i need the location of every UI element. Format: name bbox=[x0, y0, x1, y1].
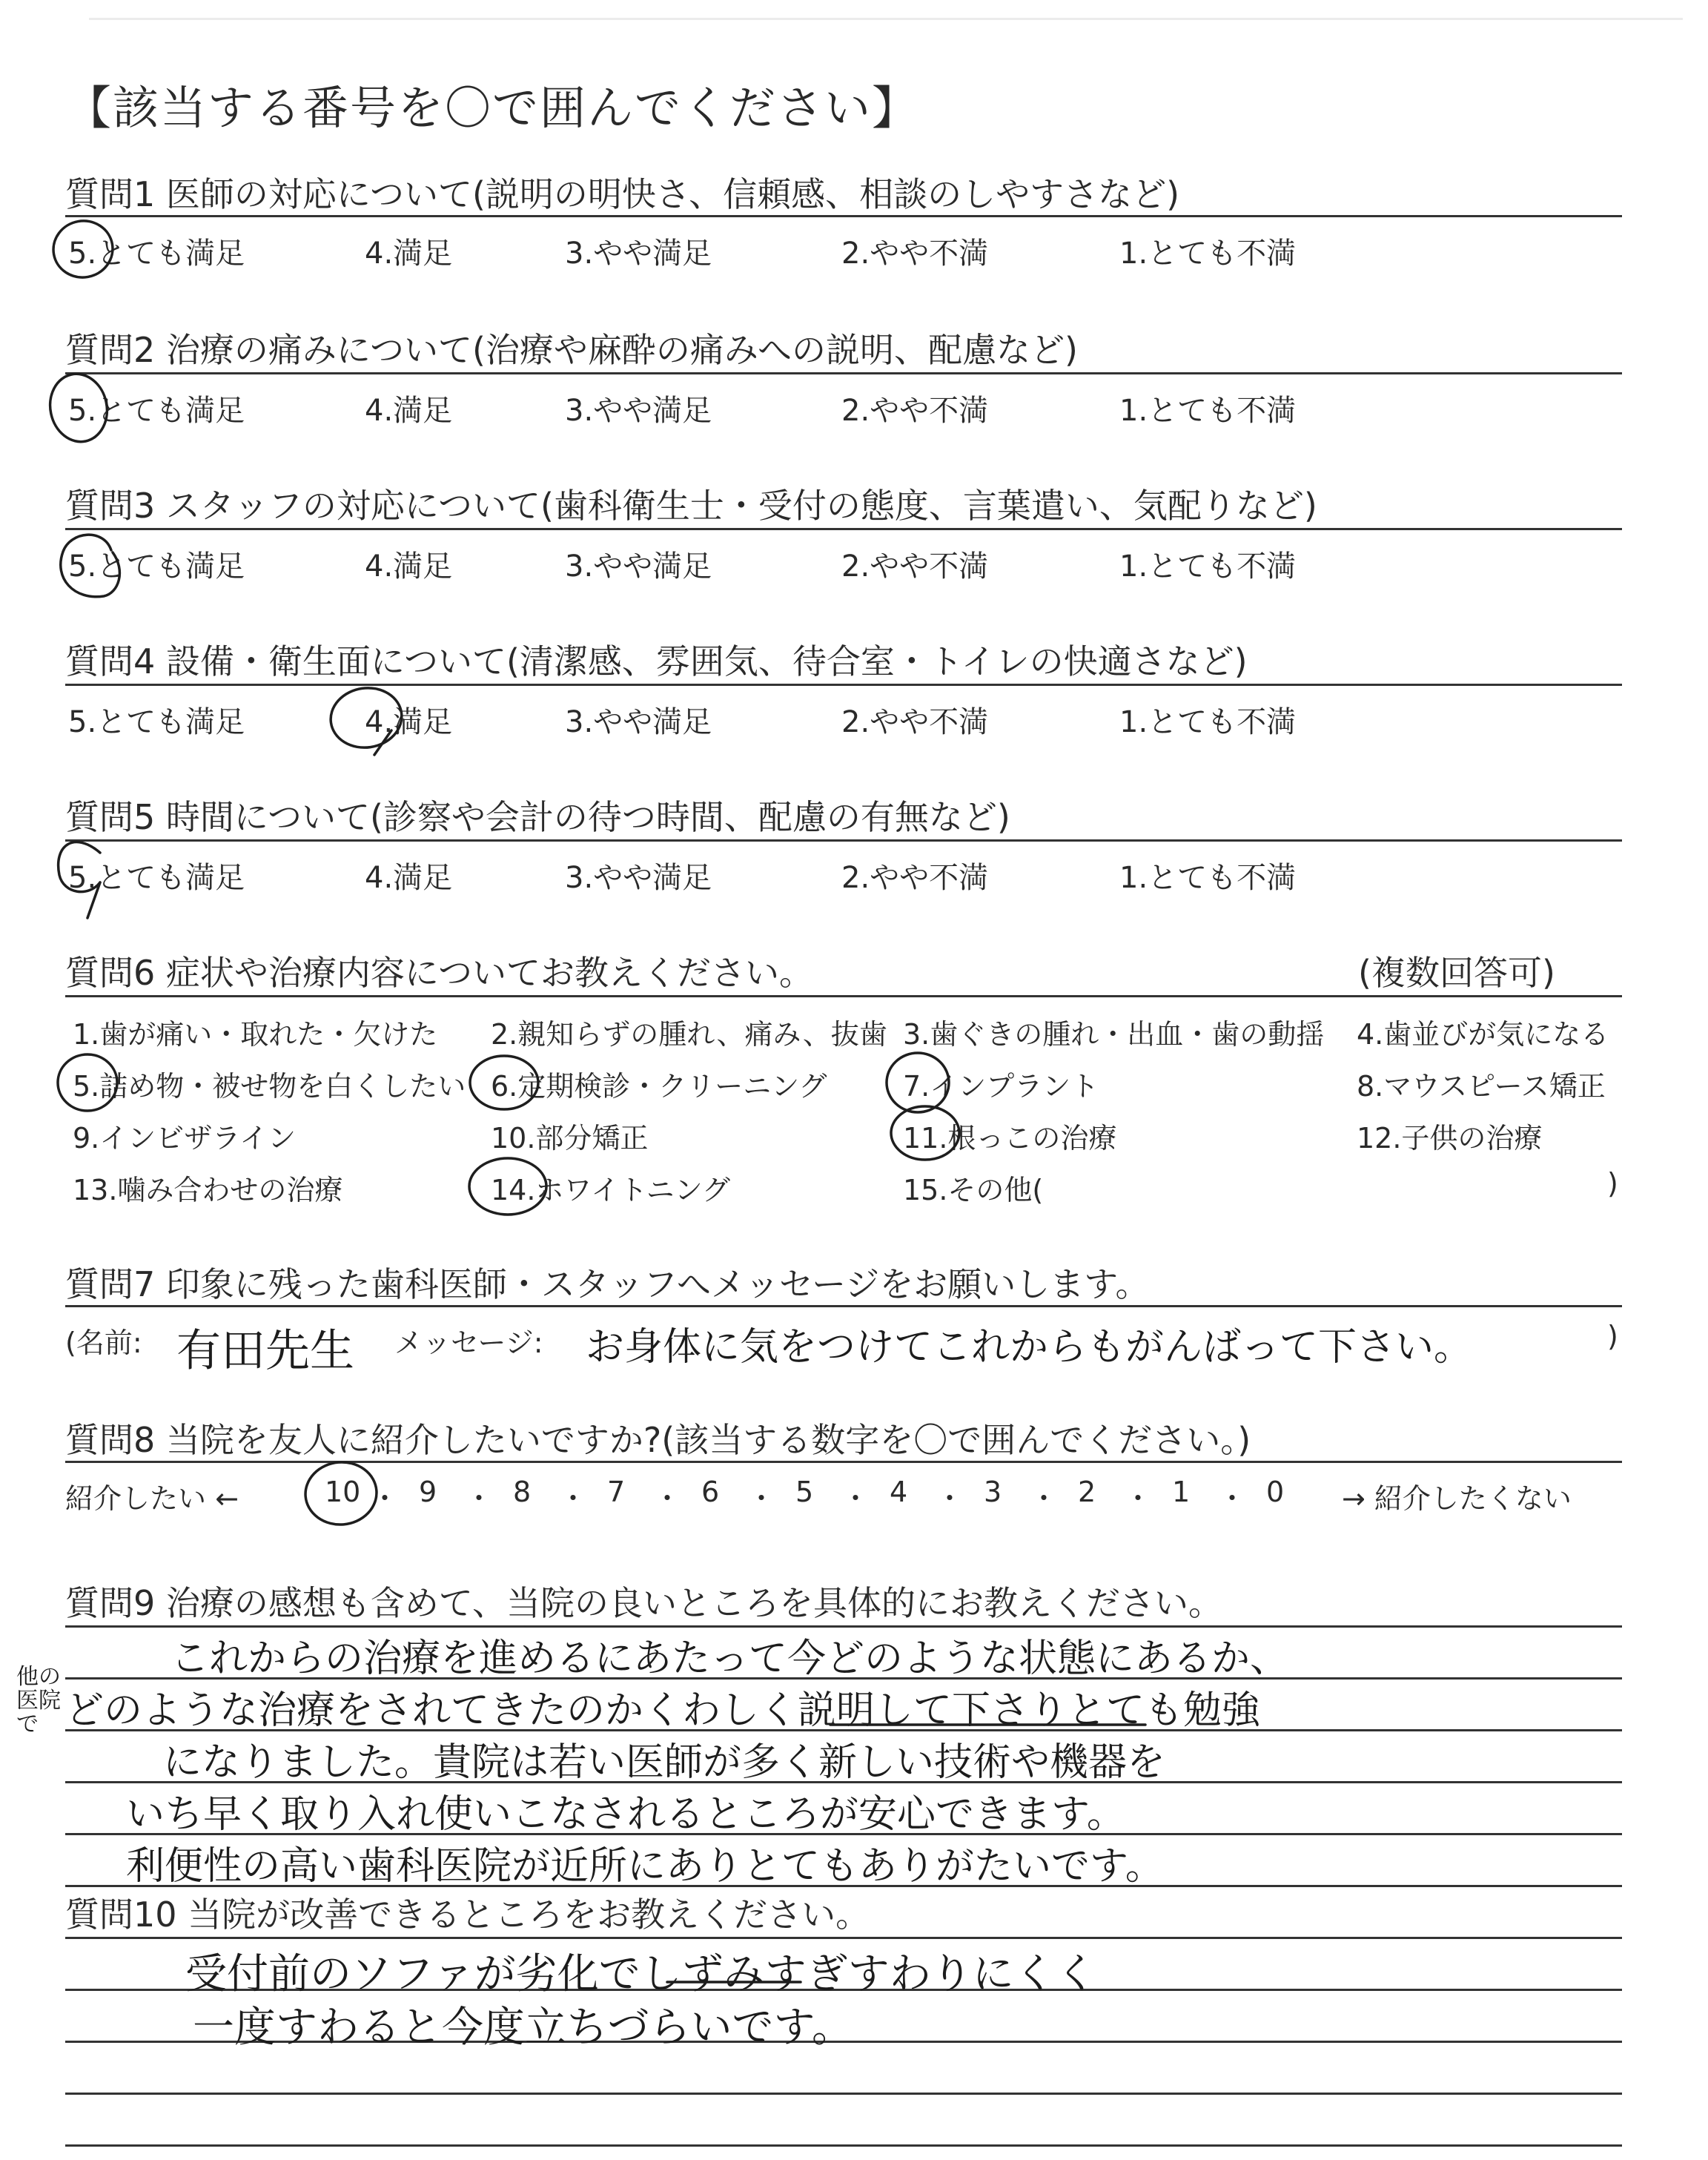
q9-line-2[interactable]: どのような治療をされてきたのかくわしく説明して下さりとても勉強 bbox=[65, 1688, 1261, 1733]
q4-option-5[interactable]: 5.とても満足 bbox=[68, 705, 245, 739]
q5-option-4[interactable]: 4.満足 bbox=[365, 861, 453, 895]
q8-scale-0[interactable]: 0 bbox=[1266, 1476, 1285, 1508]
q9-margin-note: 他の医院で bbox=[16, 1664, 61, 1737]
q8-scale-separator: ・ bbox=[841, 1482, 870, 1515]
q2-option-3[interactable]: 3.やや満足 bbox=[565, 394, 712, 428]
q5-selected-circle bbox=[59, 842, 100, 892]
q2-option-4[interactable]: 4.満足 bbox=[365, 394, 453, 428]
q8-scale-separator: ・ bbox=[1030, 1482, 1059, 1515]
q6-item-9[interactable]: 9.インビザライン bbox=[73, 1122, 297, 1155]
question-6-label: 質問6 症状や治療内容についてお教えください。 bbox=[65, 953, 813, 993]
q6-item-8[interactable]: 8.マウスピース矯正 bbox=[1357, 1070, 1606, 1103]
q6-item-15-close: ) bbox=[1607, 1167, 1618, 1200]
q8-scale-6[interactable]: 6 bbox=[701, 1476, 720, 1508]
q6-item-7[interactable]: 7.インプラント bbox=[903, 1070, 1099, 1103]
q4-option-1[interactable]: 1.とても不満 bbox=[1119, 705, 1297, 739]
q9-line-1[interactable]: これからの治療を進めるにあたって今どのような状態にあるか、 bbox=[171, 1636, 1289, 1681]
q2-option-1[interactable]: 1.とても不満 bbox=[1119, 394, 1297, 428]
q4-option-2[interactable]: 2.やや不満 bbox=[841, 705, 989, 739]
question-4-label: 質問4 設備・衛生面について(清潔感、雰囲気、待合室・トイレの快適さなど) bbox=[65, 641, 1248, 681]
q8-scale-1[interactable]: 1 bbox=[1172, 1476, 1191, 1508]
q1-option-1[interactable]: 1.とても不満 bbox=[1119, 237, 1297, 271]
q6-item-5-circle bbox=[58, 1054, 117, 1111]
q6-item-12[interactable]: 12.子供の治療 bbox=[1357, 1122, 1543, 1155]
q7-name-label: (名前: bbox=[65, 1327, 142, 1359]
q6-item-11[interactable]: 11.根っこの治療 bbox=[903, 1122, 1117, 1155]
q6-item-2[interactable]: 2.親知らずの腫れ、痛み、抜歯 bbox=[491, 1018, 887, 1051]
q10-line-2[interactable]: 一度すわると今度立ちづらいです。 bbox=[193, 2004, 853, 2052]
q8-scale-5[interactable]: 5 bbox=[795, 1476, 814, 1508]
question-10-label: 質問10 当院が改善できるところをお教えください。 bbox=[65, 1895, 870, 1935]
q8-scale-separator: ・ bbox=[1218, 1482, 1247, 1515]
q9-line-5[interactable]: 利便性の高い歯科医院が近所にありとてもありがたいです。 bbox=[126, 1844, 1164, 1889]
q6-item-14-circle bbox=[469, 1158, 546, 1215]
q5-option-1[interactable]: 1.とても不満 bbox=[1119, 861, 1297, 895]
q6-item-11-circle bbox=[891, 1106, 959, 1160]
q3-option-4[interactable]: 4.満足 bbox=[365, 549, 453, 584]
q8-scale-2[interactable]: 2 bbox=[1078, 1476, 1096, 1508]
q2-option-5[interactable]: 5.とても満足 bbox=[68, 394, 245, 428]
q3-option-5[interactable]: 5.とても満足 bbox=[68, 549, 245, 584]
q1-option-2[interactable]: 2.やや不満 bbox=[841, 237, 989, 271]
q6-item-13[interactable]: 13.噛み合わせの治療 bbox=[73, 1174, 343, 1206]
page-title: 【該当する番号を〇で囲んでください】 bbox=[65, 81, 920, 135]
q3-option-3[interactable]: 3.やや満足 bbox=[565, 549, 712, 584]
q10-line-1[interactable]: 受付前のソファが劣化でしずみすぎすわりにくく bbox=[185, 1950, 1097, 1998]
q6-item-1[interactable]: 1.歯が痛い・取れた・欠けた bbox=[73, 1018, 438, 1051]
q6-item-15[interactable]: 15.その他( bbox=[903, 1174, 1044, 1206]
question-6-note: (複数回答可) bbox=[1358, 953, 1555, 993]
q8-scale-7[interactable]: 7 bbox=[607, 1476, 626, 1508]
q7-close-paren: ) bbox=[1607, 1320, 1618, 1353]
q8-scale-10[interactable]: 10 bbox=[325, 1476, 361, 1508]
q4-selected-tail bbox=[374, 730, 391, 755]
q6-item-5[interactable]: 5.詰め物・被せ物を白くしたい bbox=[73, 1070, 466, 1103]
q8-selected-circle bbox=[303, 1459, 380, 1527]
q6-item-10[interactable]: 10.部分矯正 bbox=[491, 1122, 649, 1155]
q6-item-14[interactable]: 14.ホワイトニング bbox=[491, 1174, 731, 1206]
q8-scale-separator: ・ bbox=[465, 1482, 494, 1515]
question-2-label: 質問2 治療の痛みについて(治療や麻酔の痛みへの説明、配慮など) bbox=[65, 330, 1078, 370]
question-1-label: 質問1 医師の対応について(説明の明快さ、信頼感、相談のしやすさなど) bbox=[65, 174, 1180, 214]
q8-scale-separator: ・ bbox=[371, 1482, 400, 1515]
q4-selected-circle bbox=[327, 684, 406, 753]
q2-option-2[interactable]: 2.やや不満 bbox=[841, 394, 989, 428]
q1-option-5[interactable]: 5.とても満足 bbox=[68, 237, 245, 271]
q8-scale-separator: ・ bbox=[936, 1482, 964, 1515]
q5-option-5[interactable]: 5.とても満足 bbox=[68, 861, 245, 895]
q8-scale-separator: ・ bbox=[653, 1482, 682, 1515]
q1-option-3[interactable]: 3.やや満足 bbox=[565, 237, 712, 271]
q8-scale-8[interactable]: 8 bbox=[513, 1476, 532, 1508]
q5-option-3[interactable]: 3.やや満足 bbox=[565, 861, 712, 895]
q7-message-label: メッセージ: bbox=[394, 1327, 543, 1359]
q3-selected-circle bbox=[61, 535, 120, 597]
question-8-label: 質問8 当院を友人に紹介したいですか?(該当する数字を〇で囲んでください。) bbox=[65, 1420, 1251, 1460]
q8-scale-separator: ・ bbox=[559, 1482, 588, 1515]
q1-selected-circle bbox=[49, 217, 117, 283]
q8-right-label: → 紹介したくない bbox=[1342, 1482, 1572, 1515]
q4-option-3[interactable]: 3.やや満足 bbox=[565, 705, 712, 739]
q6-item-7-circle bbox=[887, 1053, 949, 1112]
q8-scale-separator: ・ bbox=[747, 1482, 776, 1515]
q8-scale-9[interactable]: 9 bbox=[419, 1476, 437, 1508]
q8-scale-3[interactable]: 3 bbox=[984, 1476, 1002, 1508]
question-9-label: 質問9 治療の感想も含めて、当院の良いところを具体的にお教えください。 bbox=[65, 1583, 1222, 1623]
question-5-label: 質問5 時間について(診察や会計の待つ時間、配慮の有無など) bbox=[65, 797, 1010, 837]
question-7-label: 質問7 印象に残った歯科医師・スタッフへメッセージをお願いします。 bbox=[65, 1264, 1150, 1304]
q6-item-6-circle bbox=[470, 1056, 538, 1109]
q5-option-2[interactable]: 2.やや不満 bbox=[841, 861, 989, 895]
q6-item-3[interactable]: 3.歯ぐきの腫れ・出血・歯の動揺 bbox=[903, 1018, 1325, 1051]
q8-left-label: 紹介したい ← bbox=[65, 1482, 239, 1515]
q8-scale-separator: ・ bbox=[1124, 1482, 1153, 1515]
q6-item-6[interactable]: 6.定期検診・クリーニング bbox=[491, 1070, 827, 1103]
q7-message-value[interactable]: お身体に気をつけてこれからもがんばって下さい。 bbox=[586, 1325, 1473, 1370]
q9-line-3[interactable]: になりました。貴院は若い医師が多く新しい技術や機器を bbox=[163, 1740, 1166, 1785]
q4-option-4[interactable]: 4.満足 bbox=[365, 705, 453, 739]
q7-name-value[interactable]: 有田先生 bbox=[176, 1325, 354, 1377]
q3-option-1[interactable]: 1.とても不満 bbox=[1119, 549, 1297, 584]
q9-line-4[interactable]: いち早く取り入れ使いこなされるところが安心できます。 bbox=[126, 1792, 1125, 1837]
q8-scale-4[interactable]: 4 bbox=[890, 1476, 908, 1508]
q2-selected-circle bbox=[44, 369, 113, 447]
q3-option-2[interactable]: 2.やや不満 bbox=[841, 549, 989, 584]
q1-option-4[interactable]: 4.満足 bbox=[365, 237, 453, 271]
question-3-label: 質問3 スタッフの対応について(歯科衛生士・受付の態度、言葉遣い、気配りなど) bbox=[65, 486, 1317, 526]
q6-item-4[interactable]: 4.歯並びが気になる bbox=[1357, 1018, 1609, 1051]
